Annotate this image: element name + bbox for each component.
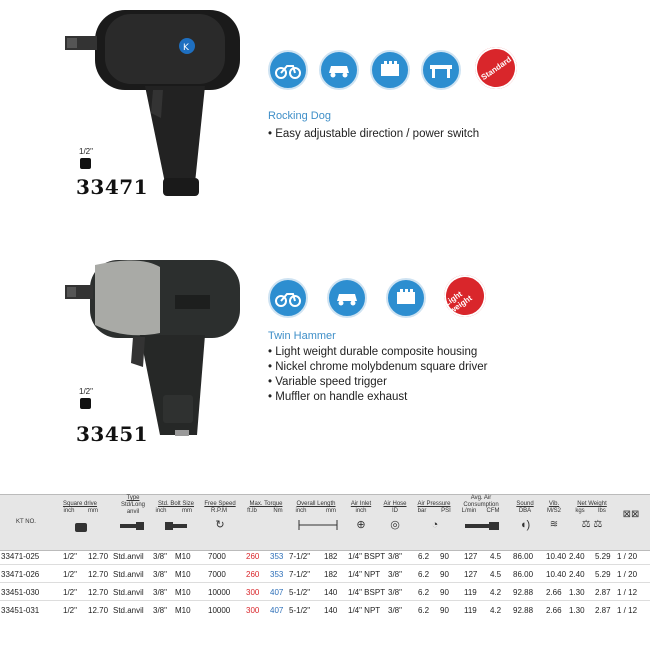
cell-consumption-lmin: 119	[464, 606, 477, 615]
cell-weight-kgs: 1.30	[569, 588, 585, 597]
cell-sound: 86.00	[513, 552, 534, 561]
workbench-icon	[421, 50, 461, 90]
engine-icon	[370, 50, 410, 90]
crosshair-icon: ⊕	[356, 519, 366, 531]
feature-item: • Variable speed trigger	[268, 375, 487, 390]
header-max-torque: Max. Torque	[249, 501, 283, 507]
cell-torque-nm: 353	[270, 570, 284, 579]
feature-item: • Muffler on handle exhaust	[268, 390, 487, 405]
cell-type: Std.anvil	[113, 588, 144, 597]
cell-square-drive-inch: 1/2"	[63, 570, 77, 579]
cell-consumption-lmin: 127	[464, 570, 478, 579]
cell-square-drive-mm: 12.70	[88, 552, 109, 561]
cell-bolt-size-inch: 3/8"	[153, 588, 167, 597]
header-vib: Vib.	[548, 501, 560, 507]
cell-weight-lbs: 2.87	[595, 606, 611, 615]
unit-label: bar	[417, 508, 427, 514]
header-air-hose: Air Hose	[383, 501, 407, 507]
unit-label: mm	[182, 508, 192, 514]
sound-icon: ◖)	[519, 519, 531, 531]
unit-label: CFM	[486, 508, 500, 514]
cell-air-inlet: 1/4" NPT	[348, 570, 381, 579]
header-type: Type	[126, 495, 140, 501]
cell-packing: 1 / 20	[617, 552, 638, 561]
cell-air-hose: 3/8"	[388, 606, 402, 615]
cell-type: Std.anvil	[113, 570, 144, 579]
consumption-icon	[464, 521, 500, 534]
model-number: 33451	[76, 422, 149, 446]
cell-kt-no: 33471-025	[1, 552, 40, 561]
cell-air-hose: 3/8"	[388, 570, 402, 579]
cell-pressure-bar: 6.2	[418, 552, 430, 561]
cell-square-drive-inch: 1/2"	[63, 606, 77, 615]
header-bolt-size: Std. Bolt Size	[157, 501, 195, 507]
square-drive-icon	[80, 158, 91, 169]
feature-title: Rocking Dog	[268, 110, 331, 122]
header-air-consumption: Avg. Air Consumption	[463, 495, 499, 508]
impact-wrench-33471-image	[65, 8, 245, 198]
header-air-pressure: Air Pressure	[417, 501, 451, 507]
cell-kt-no: 33451-030	[1, 588, 40, 597]
cell-torque-nm: 353	[270, 552, 284, 561]
motorcycle-icon	[268, 278, 308, 318]
wrench-icon	[118, 521, 148, 534]
cell-vib: 2.66	[546, 588, 562, 597]
cell-torque-nm: 407	[270, 588, 284, 597]
car-icon	[319, 50, 359, 90]
unit-label: inch	[63, 508, 75, 514]
unit-label: inch	[295, 508, 307, 514]
feature-item: • Nickel chrome molybdenum square driver	[268, 360, 487, 375]
scale-icon: ⚖ ⚖	[581, 519, 603, 530]
cell-torque-nm: 407	[270, 606, 284, 615]
cell-weight-kgs: 2.40	[569, 552, 585, 561]
cell-type: Std.anvil	[113, 606, 144, 615]
cell-square-drive-inch: 1/2"	[63, 552, 77, 561]
cell-air-hose: 3/8"	[388, 588, 402, 597]
cell-consumption-cfm: 4.2	[490, 606, 502, 615]
cell-length-inch: 5-1/2"	[289, 606, 311, 615]
cell-bolt-size-inch: 3/8"	[153, 570, 167, 579]
package-icon: ⊠⊠	[622, 509, 640, 520]
header-air-inlet: Air Inlet	[350, 501, 372, 507]
unit-label: mm	[326, 508, 336, 514]
feature-item: • Easy adjustable direction / power switch	[268, 127, 479, 142]
unit-label: ft.lb	[247, 508, 257, 514]
cell-packing: 1 / 12	[617, 588, 638, 597]
cell-sound: 86.00	[513, 570, 534, 579]
cell-length-mm: 140	[324, 606, 338, 615]
cell-vib: 10.40	[546, 570, 567, 579]
cell-square-drive-mm: 12.70	[88, 606, 109, 615]
cell-free-speed: 10000	[208, 588, 231, 597]
cell-free-speed: 10000	[208, 606, 231, 615]
table-row	[0, 603, 650, 618]
cell-square-drive-mm: 12.70	[88, 570, 109, 579]
rotation-icon: ↻	[215, 519, 225, 531]
bolt-icon	[164, 521, 188, 534]
table-row	[0, 585, 650, 601]
square-drive-icon	[80, 398, 91, 409]
cell-vib: 2.66	[546, 606, 562, 615]
cell-torque-ftlb: 260	[246, 570, 260, 579]
car-icon	[327, 278, 367, 318]
cell-packing: 1 / 20	[617, 570, 638, 579]
header-sound: Sound	[516, 501, 534, 507]
cell-bolt-size-mm: M10	[175, 606, 191, 615]
table-row	[0, 567, 650, 583]
feature-list	[268, 127, 479, 142]
cell-weight-lbs: 5.29	[595, 552, 611, 561]
cell-torque-ftlb: 300	[246, 588, 260, 597]
cell-weight-lbs: 5.29	[595, 570, 611, 579]
unit-label: M/S2	[546, 508, 561, 514]
seal-text: Standard	[479, 54, 513, 82]
cell-length-inch: 7-1/2"	[289, 552, 311, 561]
unit-label: kgs	[575, 508, 585, 514]
feature-item: • Light weight durable composite housing	[268, 345, 487, 360]
unit-label: R.P.M	[211, 508, 227, 514]
square-drive-icon	[68, 523, 94, 535]
cell-consumption-cfm: 4.5	[490, 552, 502, 561]
motorcycle-icon	[268, 50, 308, 90]
cell-length-mm: 182	[324, 552, 338, 561]
cell-length-inch: 5-1/2"	[289, 588, 311, 597]
cell-weight-kgs: 1.30	[569, 606, 585, 615]
cell-pressure-psi: 90	[440, 570, 449, 579]
model-number: 33471	[76, 175, 149, 199]
cell-sound: 92.88	[513, 606, 534, 615]
cell-weight-lbs: 2.87	[595, 588, 611, 597]
cell-air-inlet: 1/4" BSPT	[348, 588, 386, 597]
cell-air-inlet: 1/4" NPT	[348, 606, 381, 615]
header-net-weight: Net Weight	[577, 501, 607, 507]
header-kt-no: KT NO.	[16, 519, 36, 525]
cell-weight-kgs: 2.40	[569, 570, 585, 579]
cell-air-inlet: 1/4" BSPT	[348, 552, 386, 561]
cell-pressure-bar: 6.2	[418, 588, 430, 597]
unit-label: DBA	[518, 508, 532, 514]
cell-free-speed: 7000	[208, 570, 226, 579]
unit-label: ID	[392, 508, 398, 514]
cell-bolt-size-inch: 3/8"	[153, 606, 167, 615]
unit-label: inch	[355, 508, 367, 514]
hose-icon: ◎	[390, 519, 400, 531]
light-weight-seal	[444, 275, 488, 319]
cell-pressure-psi: 90	[440, 588, 449, 597]
header-overall-length: Overall Length	[296, 501, 336, 507]
feature-title: Twin Hammer	[268, 330, 336, 342]
header-free-speed: Free Speed	[204, 501, 236, 507]
cell-bolt-size-mm: M10	[175, 570, 191, 579]
engine-icon	[386, 278, 426, 318]
cell-pressure-bar: 6.2	[418, 606, 430, 615]
cell-vib: 10.40	[546, 552, 567, 561]
drive-size-label: 1/2"	[79, 147, 93, 156]
cell-consumption-lmin: 119	[464, 588, 477, 597]
cell-sound: 92.88	[513, 588, 534, 597]
gauge-icon: ◔	[431, 519, 439, 531]
cell-torque-ftlb: 260	[246, 552, 260, 561]
cell-consumption-lmin: 127	[464, 552, 478, 561]
svg-text:K: K	[183, 43, 189, 53]
cell-consumption-cfm: 4.2	[490, 588, 502, 597]
cell-kt-no: 33471-026	[1, 570, 40, 579]
header-type-sub: Std/Long anvil	[120, 502, 146, 515]
cell-pressure-psi: 90	[440, 606, 449, 615]
spec-table-header	[0, 494, 650, 551]
cell-bolt-size-mm: M10	[175, 552, 191, 561]
cell-bolt-size-inch: 3/8"	[153, 552, 167, 561]
length-icon	[296, 519, 340, 534]
header-square-drive: Square drive	[62, 501, 98, 507]
cell-air-hose: 3/8"	[388, 552, 402, 561]
unit-label: mm	[88, 508, 98, 514]
impact-wrench-33451-image	[65, 255, 245, 445]
feature-list	[268, 345, 487, 405]
cell-length-mm: 140	[324, 588, 338, 597]
seal-text: Light weight	[442, 289, 474, 316]
vibration-icon: ≋	[549, 519, 559, 530]
unit-label: inch	[155, 508, 167, 514]
unit-label: lbs	[598, 508, 606, 514]
unit-label: L/min	[461, 508, 477, 514]
cell-consumption-cfm: 4.5	[490, 570, 502, 579]
drive-size-label: 1/2"	[79, 387, 93, 396]
cell-bolt-size-mm: M10	[175, 588, 191, 597]
cell-pressure-bar: 6.2	[418, 570, 430, 579]
cell-pressure-psi: 90	[440, 552, 449, 561]
cell-type: Std.anvil	[113, 552, 144, 561]
table-row	[0, 549, 650, 565]
cell-length-mm: 182	[324, 570, 338, 579]
cell-packing: 1 / 12	[617, 606, 638, 615]
cell-length-inch: 7-1/2"	[289, 570, 311, 579]
cell-square-drive-mm: 12.70	[88, 588, 109, 597]
unit-label: PSI	[441, 508, 451, 514]
standard-seal	[475, 47, 519, 91]
unit-label: Nm	[273, 508, 283, 514]
cell-torque-ftlb: 300	[246, 606, 260, 615]
cell-square-drive-inch: 1/2"	[63, 588, 77, 597]
cell-free-speed: 7000	[208, 552, 226, 561]
cell-kt-no: 33451-031	[1, 606, 40, 615]
